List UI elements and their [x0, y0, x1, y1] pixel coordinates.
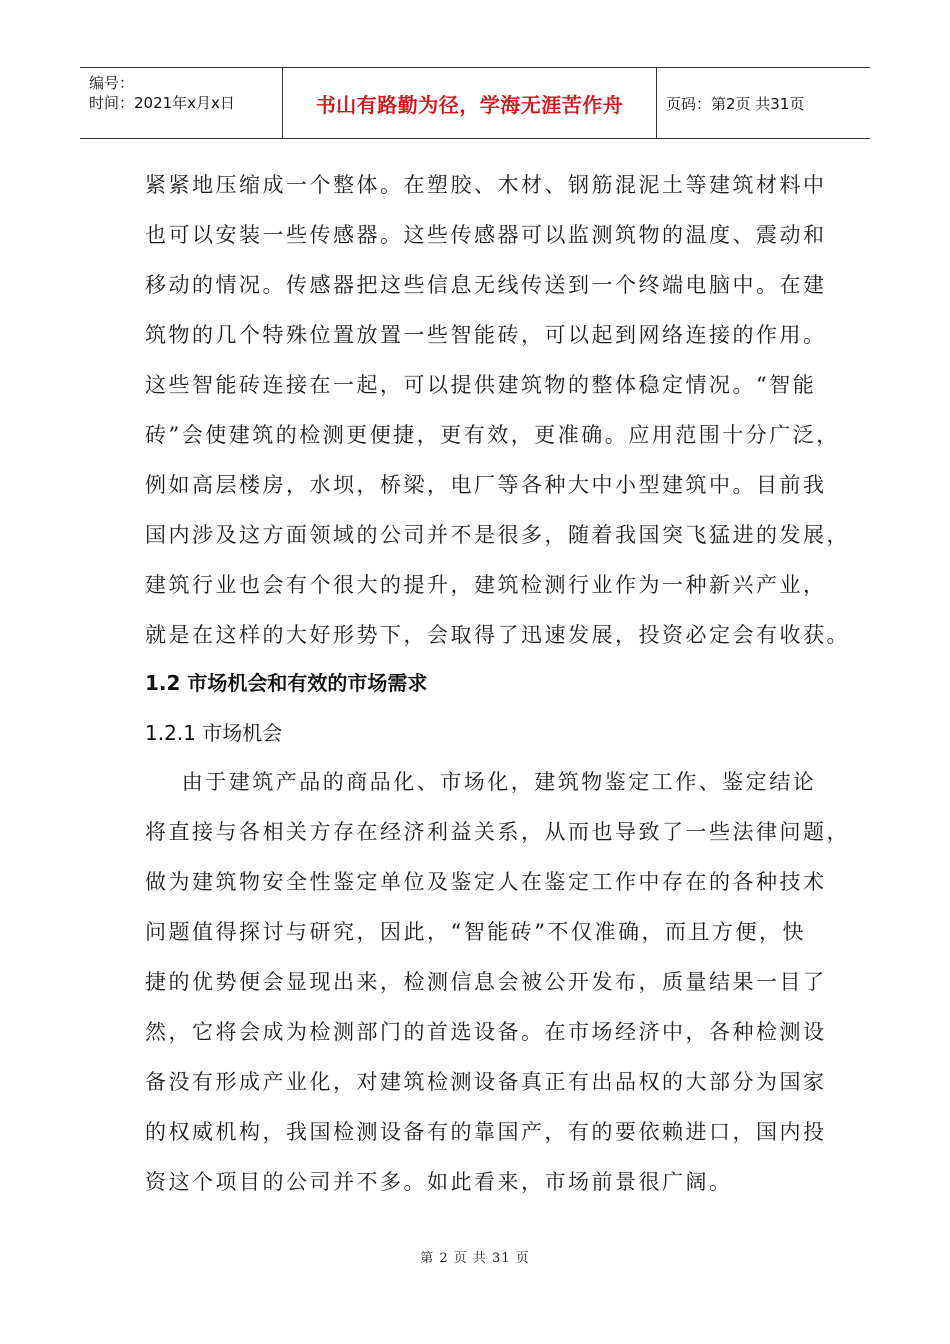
document-date: 时间：2021年x月x日: [89, 94, 235, 112]
header-motto-cell: [282, 68, 657, 138]
text-line: 的权威机构，我国检测设备有的靠国产，有的要依赖进口，国内投: [145, 1120, 827, 1144]
text-line: 紧紧地压缩成一个整体。在塑胶、木材、钢筋混泥土等建筑材料中: [145, 173, 827, 197]
header-page-info-cell: [657, 68, 870, 138]
paragraph-market-opportunity: [145, 757, 850, 1207]
text-line: 建筑行业也会有个很大的提升，建筑检测行业作为一种新兴产业，: [145, 573, 827, 597]
text-line: 资这个项目的公司并不多。如此看来，市场前景很广阔。: [145, 1170, 733, 1194]
text-line: 筑物的几个特殊位置放置一些智能砖，可以起到网络连接的作用。: [145, 323, 827, 347]
section-heading: 1.2 市场机会和有效的市场需求: [145, 671, 428, 695]
paragraph-smart-brick: [145, 160, 850, 660]
subsection-heading: 1.2.1 市场机会: [145, 721, 283, 745]
header-motto: 书山有路勤为径，学海无涯苦作舟: [315, 92, 624, 117]
header-meta: [80, 68, 282, 138]
header-page-info: 页码：第2页 共31页: [666, 94, 805, 113]
document-header: [80, 67, 870, 139]
text-line: 做为建筑物安全性鉴定单位及鉴定人在鉴定工作中存在的各种技术: [145, 870, 827, 894]
text-line: 例如高层楼房，水坝，桥梁，电厂等各种大中小型建筑中。目前我: [145, 473, 827, 497]
text-line: 备没有形成产业化，对建筑检测设备真正有出品权的大部分为国家: [145, 1070, 827, 1094]
text-line: 移动的情况。传感器把这些信息无线传送到一个终端电脑中。在建: [145, 273, 827, 297]
text-line: 然，它将会成为检测部门的首选设备。在市场经济中，各种检测设: [145, 1020, 827, 1044]
text-line: 问题值得探讨与研究，因此，“智能砖”不仅准确，而且方便，快: [145, 920, 806, 944]
text-line: 捷的优势便会显现出来，检测信息会被公开发布，质量结果一目了: [145, 970, 827, 994]
text-line: 就是在这样的大好形势下，会取得了迅速发展，投资必定会有收获。: [145, 623, 850, 647]
text-line: 国内涉及这方面领域的公司并不是很多，随着我国突飞猛进的发展，: [145, 523, 850, 547]
page-footer: 第 2 页 共 31 页: [420, 1251, 530, 1266]
text-line: 也可以安装一些传感器。这些传感器可以监测筑物的温度、震动和: [145, 223, 827, 247]
text-line: 砖”会使建筑的检测更便捷，更有效，更准确。应用范围十分广泛，: [145, 423, 840, 447]
document-number-label: 编号：: [89, 74, 135, 92]
text-line: 这些智能砖连接在一起，可以提供建筑物的整体稳定情况。“智能: [145, 373, 817, 397]
text-line: 将直接与各相关方存在经济利益关系，从而也导致了一些法律问题，: [145, 820, 850, 844]
text-line: 由于建筑产品的商品化、市场化，建筑物鉴定工作、鉴定结论: [145, 770, 817, 794]
